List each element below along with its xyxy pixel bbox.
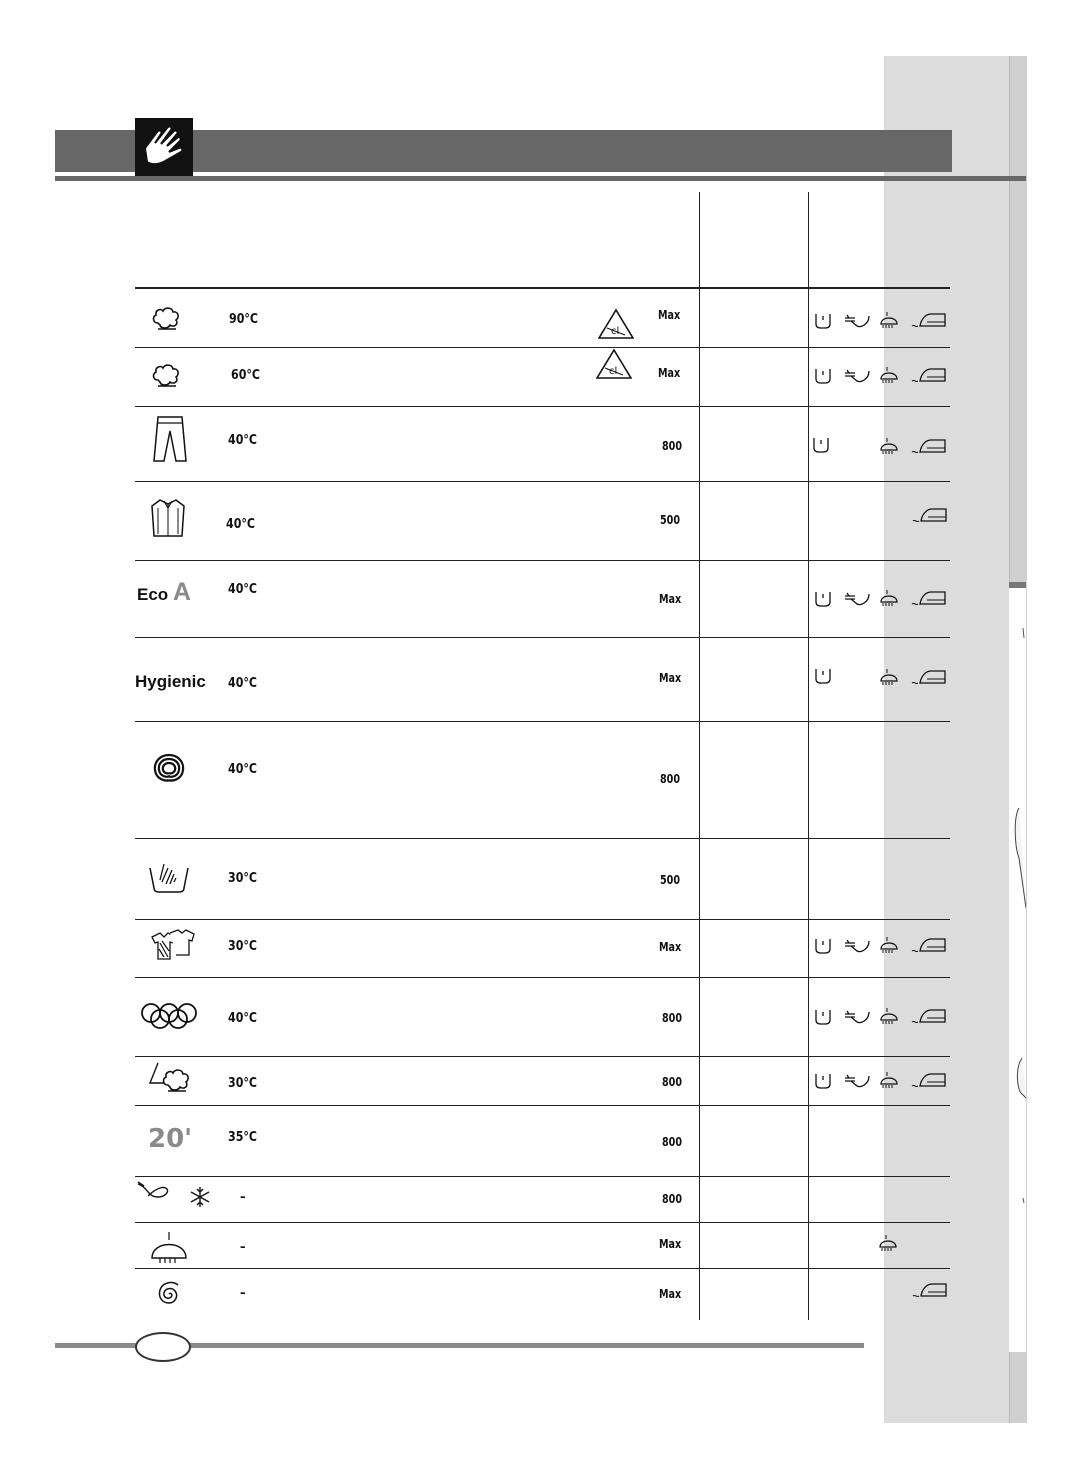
tumble-dry-icon — [816, 939, 830, 953]
spin-speed: 800 — [662, 1075, 683, 1089]
spin-speed: 800 — [662, 1011, 683, 1025]
care-symbols — [813, 935, 953, 960]
spin-speed: Max — [659, 592, 682, 606]
eco-a-mark: A — [172, 578, 191, 606]
iron-icon — [912, 1010, 945, 1023]
iron-icon — [913, 509, 946, 522]
care-symbols — [910, 505, 950, 530]
hand-icon — [135, 118, 193, 176]
temperature-label: 30°C — [228, 939, 258, 954]
tumble-dry-icon — [816, 369, 830, 383]
spiral-icon — [152, 1277, 186, 1311]
eco-a-label — [137, 578, 191, 607]
delicate-cotton-icon — [148, 1061, 196, 1097]
tumble-dry-icon — [816, 314, 830, 328]
wool-icon — [151, 751, 187, 785]
column-divider — [699, 192, 700, 1320]
trousers-icon — [152, 415, 188, 463]
tumble-dry-icon — [816, 592, 830, 606]
drip-dry-icon — [881, 367, 897, 383]
row-divider — [135, 406, 950, 407]
temperature-label: 30°C — [228, 1076, 258, 1091]
tumble-dry-icon — [814, 438, 828, 452]
twenty-minute-label: 20' — [148, 1124, 193, 1154]
eco-label: Eco — [137, 585, 169, 604]
care-symbols — [811, 434, 951, 461]
row-divider — [135, 721, 950, 722]
tumble-dry-icon — [816, 669, 830, 683]
temperature-label: 40°C — [228, 582, 258, 597]
spin-speed: Max — [659, 1287, 682, 1301]
temperature-label: 35°C — [228, 1130, 258, 1145]
spin-speed: 800 — [660, 772, 681, 786]
temperature-label: – — [240, 1286, 246, 1301]
spin-speed: Max — [659, 1237, 682, 1251]
care-symbols — [813, 1070, 953, 1095]
temperature-label: 40°C — [228, 762, 258, 777]
spin-speed: 800 — [662, 1192, 683, 1206]
drip-dry-icon — [880, 1235, 896, 1251]
iron-icon — [912, 592, 945, 605]
row-divider — [135, 637, 950, 638]
line-dry-icon — [845, 940, 869, 952]
bleach-cl-icon — [596, 348, 632, 380]
drip-dry-icon — [881, 1008, 897, 1024]
side-tab-panel — [884, 56, 1026, 1423]
spin-speed: Max — [659, 940, 682, 954]
care-symbols — [813, 310, 953, 335]
drip-dry-icon — [881, 937, 897, 953]
row-divider — [135, 919, 950, 920]
spin-speed: 800 — [662, 1135, 683, 1149]
row-divider — [135, 838, 950, 839]
table-header-rule — [135, 287, 950, 289]
page-number-badge — [135, 1332, 191, 1362]
care-symbols — [910, 1280, 950, 1305]
temperature-label: – — [240, 1190, 246, 1205]
care-symbols — [876, 1233, 916, 1260]
row-divider — [135, 1222, 950, 1223]
iron-icon — [912, 671, 945, 684]
row-divider — [135, 347, 950, 348]
care-symbols — [813, 588, 953, 613]
line-dry-icon — [845, 315, 869, 327]
iron-icon — [912, 939, 945, 952]
mixed-garments-icon — [150, 929, 196, 961]
iron-icon — [913, 1284, 946, 1297]
side-tab-cutout — [1009, 588, 1026, 1352]
spin-speed: Max — [658, 366, 681, 380]
hygienic-label: Hygienic — [135, 672, 206, 691]
column-divider — [808, 192, 809, 1320]
drip-dry-icon — [881, 590, 897, 606]
row-divider — [135, 977, 950, 978]
iron-icon — [912, 369, 945, 382]
shirt-icon — [150, 498, 186, 540]
side-thumbnail-icon — [1009, 588, 1026, 1352]
temperature-label: 90°C — [229, 312, 259, 327]
line-dry-icon — [845, 1075, 869, 1087]
line-dry-icon — [845, 370, 869, 382]
spin-speed: 800 — [662, 439, 683, 453]
tumble-dry-icon — [816, 1074, 830, 1088]
cotton-icon — [150, 362, 184, 390]
care-symbols — [813, 365, 953, 390]
temperature-label: – — [240, 1240, 246, 1255]
row-divider — [135, 1105, 950, 1106]
temperature-label: 30°C — [228, 871, 258, 886]
drip-dry-icon — [881, 312, 897, 328]
line-dry-icon — [845, 593, 869, 605]
care-symbols — [813, 1006, 953, 1031]
bleach-cl-icon — [598, 308, 634, 340]
iron-icon — [912, 314, 945, 327]
drip-dry-icon — [881, 438, 897, 454]
snowflake-icon — [191, 1187, 209, 1207]
temperature-label: 40°C — [226, 517, 256, 532]
temperature-label: 40°C — [228, 676, 258, 691]
spin-speed: Max — [659, 671, 682, 685]
spin-speed: 500 — [660, 513, 681, 527]
drain-spin-icon — [150, 1230, 188, 1264]
row-divider — [135, 1268, 950, 1269]
rinse-cold-icon — [136, 1180, 216, 1212]
drip-dry-icon — [881, 1072, 897, 1088]
temperature-label: 40°C — [228, 1011, 258, 1026]
cotton-icon — [150, 305, 184, 333]
hand-wash-icon — [148, 860, 190, 894]
temperature-label: 60°C — [231, 368, 261, 383]
row-divider — [135, 481, 950, 482]
line-dry-icon — [845, 1011, 869, 1023]
tumble-dry-icon — [816, 1010, 830, 1024]
drip-dry-icon — [881, 669, 897, 685]
iron-icon — [912, 1074, 945, 1087]
row-divider — [135, 560, 950, 561]
spin-speed: 500 — [660, 873, 681, 887]
row-divider — [135, 1176, 950, 1177]
sport-rings-icon — [140, 1002, 198, 1030]
section-header-rule — [55, 176, 1026, 181]
temperature-label: 40°C — [228, 433, 258, 448]
care-symbols — [813, 665, 953, 692]
spin-speed: Max — [658, 308, 681, 322]
iron-icon — [912, 440, 945, 453]
row-divider — [135, 1056, 950, 1057]
